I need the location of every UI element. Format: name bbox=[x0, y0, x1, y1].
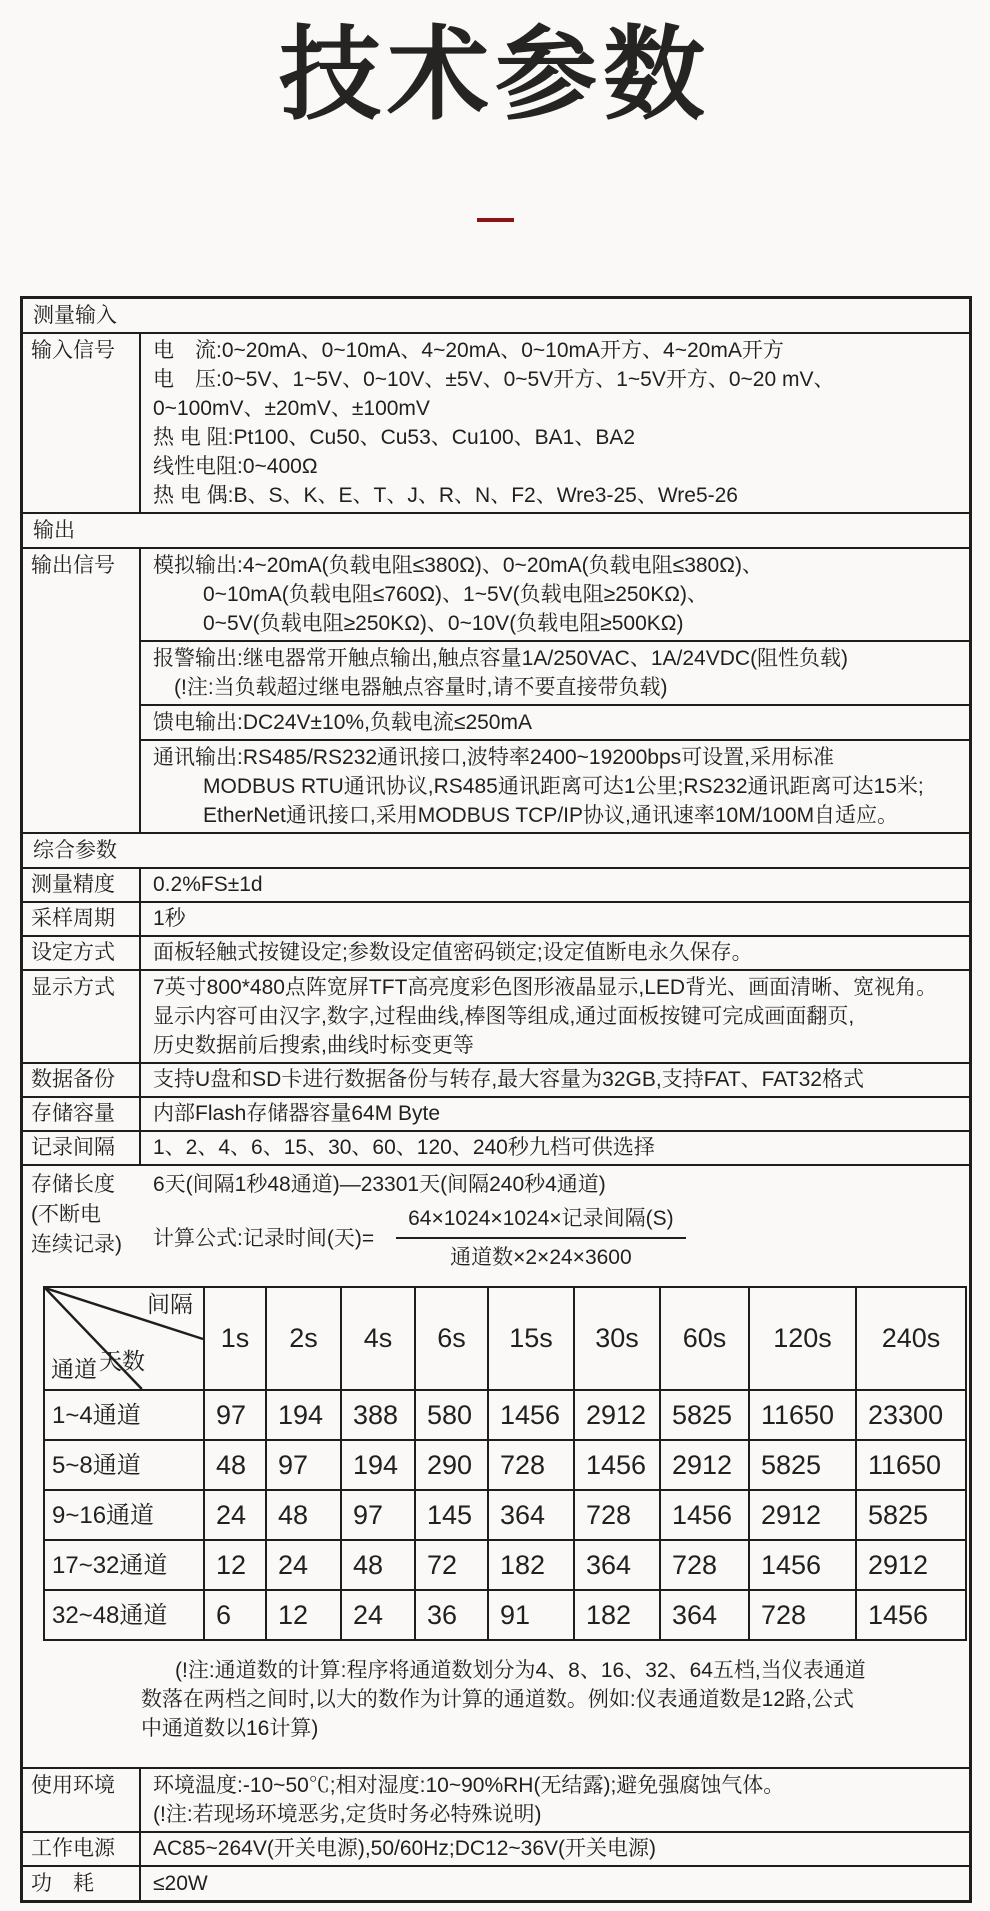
days-value: 182 bbox=[488, 1540, 574, 1590]
formula-numerator: 64×1024×1024×记录间隔(S) bbox=[396, 1204, 686, 1239]
corner-label-channel: 通道 bbox=[51, 1356, 97, 1382]
display-line: 历史数据前后搜索,曲线时标变更等 bbox=[153, 1034, 474, 1057]
days-table-row bbox=[44, 1540, 966, 1590]
interval-header: 60s bbox=[660, 1287, 749, 1390]
days-value: 48 bbox=[266, 1490, 341, 1540]
formula-denominator: 通道数×2×24×3600 bbox=[450, 1246, 632, 1269]
interval-value: 1、2、4、6、15、30、60、120、240秒九档可供选择 bbox=[153, 1136, 655, 1159]
days-value: 2912 bbox=[660, 1440, 749, 1490]
display-line: 7英寸800*480点阵宽屏TFT高亮度彩色图形液晶显示,LED背光、画面清晰、宽视角。 bbox=[153, 976, 938, 999]
days-value: 48 bbox=[204, 1440, 266, 1490]
days-value: 24 bbox=[341, 1590, 415, 1640]
days-value: 23300 bbox=[856, 1390, 966, 1440]
row-accuracy bbox=[23, 867, 969, 901]
interval-header: 4s bbox=[341, 1287, 415, 1390]
row-environment bbox=[23, 1767, 969, 1831]
output-signal-content bbox=[141, 549, 969, 832]
analog-output-line: 0~10mA(负载电阻≤760Ω)、1~5V(负载电阻≥250KΩ)、 bbox=[203, 583, 708, 606]
days-value: 2912 bbox=[574, 1390, 660, 1440]
days-value: 11650 bbox=[856, 1440, 966, 1490]
days-value: 24 bbox=[266, 1540, 341, 1590]
consumption-value: ≤20W bbox=[153, 1872, 208, 1895]
row-backup bbox=[23, 1062, 969, 1096]
feed-output-block bbox=[141, 706, 969, 741]
row-interval bbox=[23, 1130, 969, 1164]
row-label-output-signal: 输出信号 bbox=[23, 549, 141, 832]
days-value: 388 bbox=[341, 1390, 415, 1440]
row-label-sampling: 采样周期 bbox=[23, 903, 141, 935]
channel-label: 9~16通道 bbox=[44, 1490, 204, 1540]
days-value: 1456 bbox=[488, 1390, 574, 1440]
interval-header: 30s bbox=[574, 1287, 660, 1390]
days-table-header-row bbox=[44, 1287, 966, 1390]
diagonal-corner-cell bbox=[44, 1287, 204, 1390]
analog-output-line: 0~5V(负载电阻≥250KΩ)、0~10V(负载电阻≥500KΩ) bbox=[203, 612, 684, 635]
input-signal-line: 线性电阻:0~400Ω bbox=[153, 455, 318, 478]
display-line: 显示内容可由汉字,数字,过程曲线,棒图等组成,通过面板按键可完成画面翻页, bbox=[153, 1005, 855, 1028]
alarm-output-line: 报警输出:继电器常开触点输出,触点容量1A/250VAC、1A/24VDC(阻性负载) bbox=[153, 647, 849, 670]
days-value: 364 bbox=[574, 1540, 660, 1590]
comm-output-block bbox=[141, 741, 969, 832]
row-storage-length bbox=[23, 1164, 969, 1767]
days-value: 1456 bbox=[749, 1540, 856, 1590]
note-line: (!注:通道数的计算:程序将通道数划分为4、8、16、32、64五档,当仪表通道 bbox=[175, 1659, 866, 1682]
storage-formula bbox=[153, 1204, 969, 1272]
days-table-row bbox=[44, 1440, 966, 1490]
channel-label: 32~48通道 bbox=[44, 1590, 204, 1640]
days-value: 91 bbox=[488, 1590, 574, 1640]
row-label-consumption: 功 耗 bbox=[23, 1867, 141, 1900]
section-header-output: 输出 bbox=[23, 512, 969, 547]
backup-value: 支持U盘和SD卡进行数据备份与转存,最大容量为32GB,支持FAT、FAT32格式 bbox=[153, 1068, 864, 1091]
row-setting bbox=[23, 935, 969, 969]
setting-value: 面板轻触式按键设定;参数设定值密码锁定;设定值断电永久保存。 bbox=[153, 941, 753, 964]
interval-header: 6s bbox=[415, 1287, 488, 1390]
row-capacity bbox=[23, 1096, 969, 1130]
days-value: 72 bbox=[415, 1540, 488, 1590]
input-signal-line: 热 电 偶:B、S、K、E、T、J、R、N、F2、Wre3-25、Wre5-26 bbox=[153, 484, 738, 507]
interval-header: 15s bbox=[488, 1287, 574, 1390]
days-value: 12 bbox=[266, 1590, 341, 1640]
row-label-setting: 设定方式 bbox=[23, 937, 141, 969]
environment-content bbox=[141, 1769, 969, 1831]
storage-range-headline: 6天(间隔1秒48通道)—23301天(间隔240秒4通道) bbox=[153, 1173, 606, 1196]
capacity-value: 内部Flash存储器容量64M Byte bbox=[153, 1102, 441, 1125]
days-value: 728 bbox=[574, 1490, 660, 1540]
row-label-storage-length bbox=[31, 1170, 145, 1260]
channel-label: 5~8通道 bbox=[44, 1440, 204, 1490]
row-output-signal bbox=[23, 547, 969, 832]
row-consumption bbox=[23, 1865, 969, 1900]
formula-prefix: 计算公式:记录时间(天)= bbox=[153, 1226, 375, 1250]
title-underline bbox=[477, 218, 514, 222]
days-value: 145 bbox=[415, 1490, 488, 1540]
days-table-row bbox=[44, 1590, 966, 1640]
analog-output-block bbox=[141, 549, 969, 642]
days-value: 97 bbox=[204, 1390, 266, 1440]
input-signal-content bbox=[141, 334, 969, 512]
row-label-interval: 记录间隔 bbox=[23, 1132, 141, 1164]
spec-table bbox=[20, 296, 972, 1903]
days-value: 728 bbox=[660, 1540, 749, 1590]
analog-output-line: 模拟输出:4~20mA(负载电阻≤380Ω)、0~20mA(负载电阻≤380Ω)、 bbox=[153, 554, 763, 577]
row-label-environment: 使用环境 bbox=[23, 1769, 141, 1831]
row-sampling bbox=[23, 901, 969, 935]
days-value: 11650 bbox=[749, 1390, 856, 1440]
environment-note: (!注:若现场环境恶劣,定货时务必特殊说明) bbox=[153, 1803, 542, 1826]
row-label-accuracy: 测量精度 bbox=[23, 869, 141, 901]
row-input-signal bbox=[23, 332, 969, 512]
feed-output-line: 馈电输出:DC24V±10%,负载电流≤250mA bbox=[153, 711, 532, 734]
storage-label-line: 存储长度 bbox=[31, 1173, 115, 1196]
days-value: 48 bbox=[341, 1540, 415, 1590]
row-label-capacity: 存储容量 bbox=[23, 1098, 141, 1130]
days-value: 36 bbox=[415, 1590, 488, 1640]
row-label-input-signal: 输入信号 bbox=[23, 334, 141, 512]
storage-label-line: (不断电 bbox=[31, 1203, 101, 1226]
section-header-comprehensive: 综合参数 bbox=[23, 832, 969, 867]
input-signal-line: 0~100mV、±20mV、±100mV bbox=[153, 397, 430, 420]
storage-label-line: 连续记录) bbox=[31, 1233, 122, 1256]
formula-fraction bbox=[396, 1204, 686, 1272]
note-line: 中通道数以16计算) bbox=[141, 1717, 319, 1740]
interval-header: 1s bbox=[204, 1287, 266, 1390]
days-value: 2912 bbox=[749, 1490, 856, 1540]
comm-output-line: EtherNet通讯接口,采用MODBUS TCP/IP协议,通讯速率10M/100M自适应。 bbox=[203, 804, 899, 827]
row-power bbox=[23, 1831, 969, 1865]
row-label-power: 工作电源 bbox=[23, 1833, 141, 1865]
channel-count-note bbox=[141, 1656, 949, 1743]
accuracy-value: 0.2%FS±1d bbox=[153, 873, 263, 896]
comm-output-line: 通讯输出:RS485/RS232通讯接口,波特率2400~19200bps可设置,采用标准 bbox=[153, 746, 834, 769]
input-signal-line: 电 压:0~5V、1~5V、0~10V、±5V、0~5V开方、1~5V开方、0~20 mV、 bbox=[153, 368, 835, 391]
days-value: 194 bbox=[266, 1390, 341, 1440]
days-value: 728 bbox=[488, 1440, 574, 1490]
days-value: 6 bbox=[204, 1590, 266, 1640]
note-line: 数落在两档之间时,以大的数作为计算的通道数。例如:仪表通道数是12路,公式 bbox=[141, 1688, 854, 1711]
days-value: 364 bbox=[660, 1590, 749, 1640]
days-value: 5825 bbox=[660, 1390, 749, 1440]
row-label-display: 显示方式 bbox=[23, 971, 141, 1062]
days-table-row bbox=[44, 1390, 966, 1440]
days-value: 97 bbox=[266, 1440, 341, 1490]
row-display bbox=[23, 969, 969, 1062]
channel-label: 17~32通道 bbox=[44, 1540, 204, 1590]
days-value: 1456 bbox=[574, 1440, 660, 1490]
days-value: 5825 bbox=[749, 1440, 856, 1490]
days-value: 1456 bbox=[856, 1590, 966, 1640]
days-value: 182 bbox=[574, 1590, 660, 1640]
interval-header: 2s bbox=[266, 1287, 341, 1390]
sampling-value: 1秒 bbox=[153, 907, 186, 930]
interval-header: 120s bbox=[749, 1287, 856, 1390]
days-value: 290 bbox=[415, 1440, 488, 1490]
alarm-output-note: (!注:当负载超过继电器触点容量时,请不要直接带负载) bbox=[174, 676, 668, 699]
interval-header: 240s bbox=[856, 1287, 966, 1390]
days-value: 194 bbox=[341, 1440, 415, 1490]
page-title: 技术参数 bbox=[279, 18, 711, 132]
input-signal-line: 电 流:0~20mA、0~10mA、4~20mA、0~10mA开方、4~20mA开方 bbox=[153, 339, 784, 362]
days-value: 1456 bbox=[660, 1490, 749, 1540]
input-signal-line: 热 电 阻:Pt100、Cu50、Cu53、Cu100、BA1、BA2 bbox=[153, 426, 636, 449]
comm-output-line: MODBUS RTU通讯协议,RS485通讯距离可达1公里;RS232通讯距离可达15米; bbox=[203, 775, 924, 798]
days-table-row bbox=[44, 1490, 966, 1540]
days-value: 2912 bbox=[856, 1540, 966, 1590]
storage-days-table bbox=[43, 1286, 967, 1641]
display-content bbox=[141, 971, 969, 1062]
section-header-measure-input: 测量输入 bbox=[33, 304, 117, 327]
days-value: 97 bbox=[341, 1490, 415, 1540]
row-label-backup: 数据备份 bbox=[23, 1064, 141, 1096]
power-value: AC85~264V(开关电源),50/60Hz;DC12~36V(开关电源) bbox=[153, 1837, 657, 1860]
channel-label: 1~4通道 bbox=[44, 1390, 204, 1440]
corner-label-days: 天数 bbox=[99, 1348, 145, 1374]
corner-label-interval: 间隔 bbox=[147, 1291, 193, 1317]
alarm-output-block bbox=[141, 642, 969, 706]
environment-line: 环境温度:-10~50℃;相对湿度:10~90%RH(无结露);避免强腐蚀气体。 bbox=[153, 1774, 785, 1797]
days-value: 12 bbox=[204, 1540, 266, 1590]
days-value: 728 bbox=[749, 1590, 856, 1640]
days-value: 364 bbox=[488, 1490, 574, 1540]
days-value: 24 bbox=[204, 1490, 266, 1540]
days-value: 5825 bbox=[856, 1490, 966, 1540]
days-value: 580 bbox=[415, 1390, 488, 1440]
